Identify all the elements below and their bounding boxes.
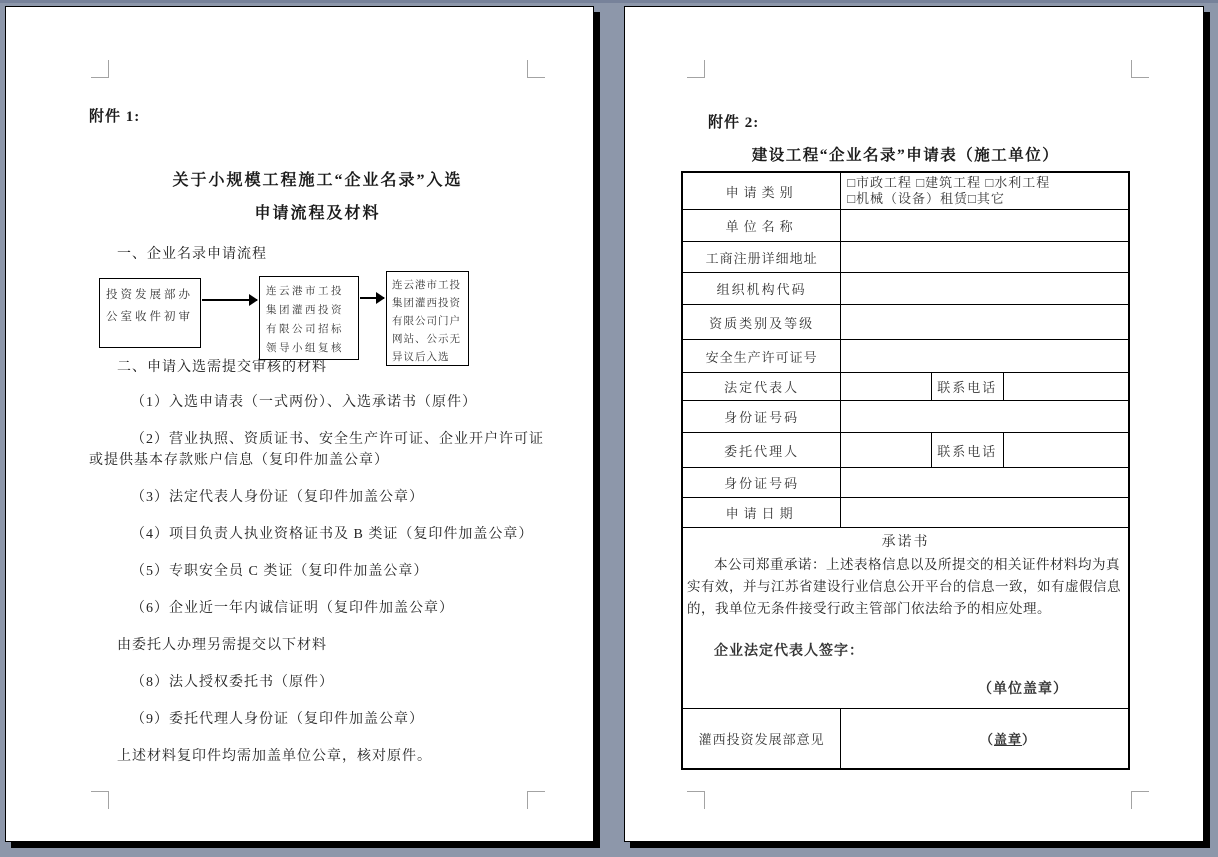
table-row-registered-address bbox=[682, 242, 1129, 273]
list-item: （4）项目负责人执业资格证书及 B 类证（复印件加盖公章） bbox=[131, 527, 534, 542]
row-value-empty bbox=[841, 305, 1129, 340]
page2-title: 建设工程“企业名录”申请表（施工单位） bbox=[751, 147, 1060, 164]
table-row-agent-id-number bbox=[682, 468, 1129, 498]
row-value-empty bbox=[1003, 433, 1129, 468]
materials-list bbox=[89, 392, 546, 767]
workspace-top-edge bbox=[0, 0, 1218, 3]
text-boundary-mark bbox=[1131, 791, 1149, 809]
row-value-empty bbox=[841, 433, 931, 468]
row-label: 身份证号码 bbox=[682, 401, 841, 433]
seal-close-paren: ） bbox=[1021, 731, 1036, 747]
row-label: 申请类别 bbox=[682, 172, 841, 210]
text-boundary-mark bbox=[687, 791, 705, 809]
promise-title: 承诺书 bbox=[881, 535, 930, 550]
table-row-safety-license bbox=[682, 340, 1129, 373]
row-label: 安全生产许可证号 bbox=[682, 340, 841, 373]
row-label: 单位名称 bbox=[682, 210, 841, 242]
row-label: 委托代理人 bbox=[682, 433, 841, 468]
table-row-application-date bbox=[682, 498, 1129, 528]
category-checkbox-options bbox=[841, 172, 1129, 210]
document-page-1 bbox=[5, 6, 594, 842]
text-boundary-mark bbox=[91, 60, 109, 78]
list-item: （8）法人授权委托书（原件） bbox=[131, 675, 334, 690]
row-value-empty bbox=[841, 273, 1129, 305]
row-label: 资质类别及等级 bbox=[682, 305, 841, 340]
list-item: （3）法定代表人身份证（复印件加盖公章） bbox=[131, 490, 424, 505]
phone-label: 联系电话 bbox=[931, 433, 1003, 468]
row-value-empty bbox=[841, 340, 1129, 373]
row-value-empty bbox=[841, 242, 1129, 273]
table-row-opinion bbox=[682, 709, 1129, 769]
promise-cell bbox=[682, 528, 1129, 709]
application-form-table bbox=[681, 171, 1130, 770]
table-row-qualification bbox=[682, 305, 1129, 340]
document-page-2 bbox=[624, 6, 1204, 842]
table-row-legal-representative bbox=[682, 373, 1129, 401]
flow-arrow-icon bbox=[202, 299, 257, 301]
row-label: 法定代表人 bbox=[682, 373, 841, 401]
flow-arrow-icon bbox=[360, 297, 384, 299]
phone-label: 联系电话 bbox=[931, 373, 1003, 401]
page1-title-line1: 关于小规模工程施工“企业名录”入选 bbox=[172, 172, 463, 189]
row-label: 申请日期 bbox=[682, 498, 841, 528]
text-boundary-mark bbox=[527, 60, 545, 78]
list-item: （6）企业近一年内诚信证明（复印件加盖公章） bbox=[131, 601, 454, 616]
table-row-agent bbox=[682, 433, 1129, 468]
unit-seal-label: （单位盖章） bbox=[978, 682, 1068, 697]
application-flowchart bbox=[89, 269, 546, 369]
row-value-empty bbox=[841, 210, 1129, 242]
checkbox-line-2: □机械（设备）租赁□其它 bbox=[847, 191, 1005, 206]
opinion-seal-label bbox=[841, 709, 1129, 769]
table-row-category bbox=[682, 172, 1129, 210]
row-label: 灌西投资发展部意见 bbox=[682, 709, 841, 769]
table-row-promise bbox=[682, 528, 1129, 709]
flowchart-box-initial-review: 投资发展部办公室收件初审 bbox=[99, 278, 201, 348]
row-value-empty bbox=[841, 468, 1129, 498]
text-boundary-mark bbox=[527, 791, 545, 809]
row-label: 工商注册详细地址 bbox=[682, 242, 841, 273]
section2-heading: 二、申请入选需提交审核的材料 bbox=[117, 360, 327, 375]
text-boundary-mark bbox=[91, 791, 109, 809]
checkbox-line-1: □市政工程 □建筑工程 □水利工程 bbox=[847, 175, 1051, 190]
list-item: （5）专职安全员 C 类证（复印件加盖公章） bbox=[131, 564, 429, 579]
row-label: 组织机构代码 bbox=[682, 273, 841, 305]
list-item: （2）营业执照、资质证书、安全生产许可证、企业开户许可证或提供基本存款账户信息（复印件加盖公章） bbox=[89, 432, 544, 468]
table-row-organization-code bbox=[682, 273, 1129, 305]
row-value-empty bbox=[1003, 373, 1129, 401]
page1-title-line2: 申请流程及材料 bbox=[254, 205, 381, 222]
list-item: 由委托人办理另需提交以下材料 bbox=[117, 638, 327, 653]
list-item: （1）入选申请表（一式两份）、入选承诺书（原件） bbox=[131, 395, 477, 410]
seal-open-paren: （ bbox=[979, 731, 994, 747]
flowchart-box-publicity: 连云港市工投集团灌西投资有限公司门户网站、公示无异议后入选 bbox=[386, 271, 469, 366]
page1-content bbox=[89, 105, 546, 783]
signature-label: 企业法定代表人签字： bbox=[714, 644, 864, 659]
row-value-empty bbox=[841, 498, 1129, 528]
text-boundary-mark bbox=[1131, 60, 1149, 78]
attachment-2-label: 附件 2: bbox=[708, 115, 760, 131]
section1-heading: 一、企业名录申请流程 bbox=[117, 247, 267, 262]
text-boundary-mark bbox=[687, 60, 705, 78]
list-item: （9）委托代理人身份证（复印件加盖公章） bbox=[131, 712, 424, 727]
list-item: 上述材料复印件均需加盖单位公章，核对原件。 bbox=[117, 749, 432, 764]
table-row-id-number bbox=[682, 401, 1129, 433]
row-value-empty bbox=[841, 373, 931, 401]
promise-body: 本公司郑重承诺：上述表格信息以及所提交的相关证件材料均为真实有效，并与江苏省建设行业信息公开平台的信息一致，如有虚假信息的，我单位无条件接受行政主管部门依法给予的相应处理。 bbox=[687, 557, 1121, 616]
table-row-company-name bbox=[682, 210, 1129, 242]
seal-text: 盖章 bbox=[993, 731, 1022, 747]
row-label: 身份证号码 bbox=[682, 468, 841, 498]
row-value-empty bbox=[841, 401, 1129, 433]
flowchart-box-recheck: 连云港市工投集团灌西投资有限公司招标领导小组复核 bbox=[259, 276, 359, 360]
attachment-1-label: 附件 1: bbox=[89, 109, 141, 125]
page1-title bbox=[89, 164, 546, 230]
